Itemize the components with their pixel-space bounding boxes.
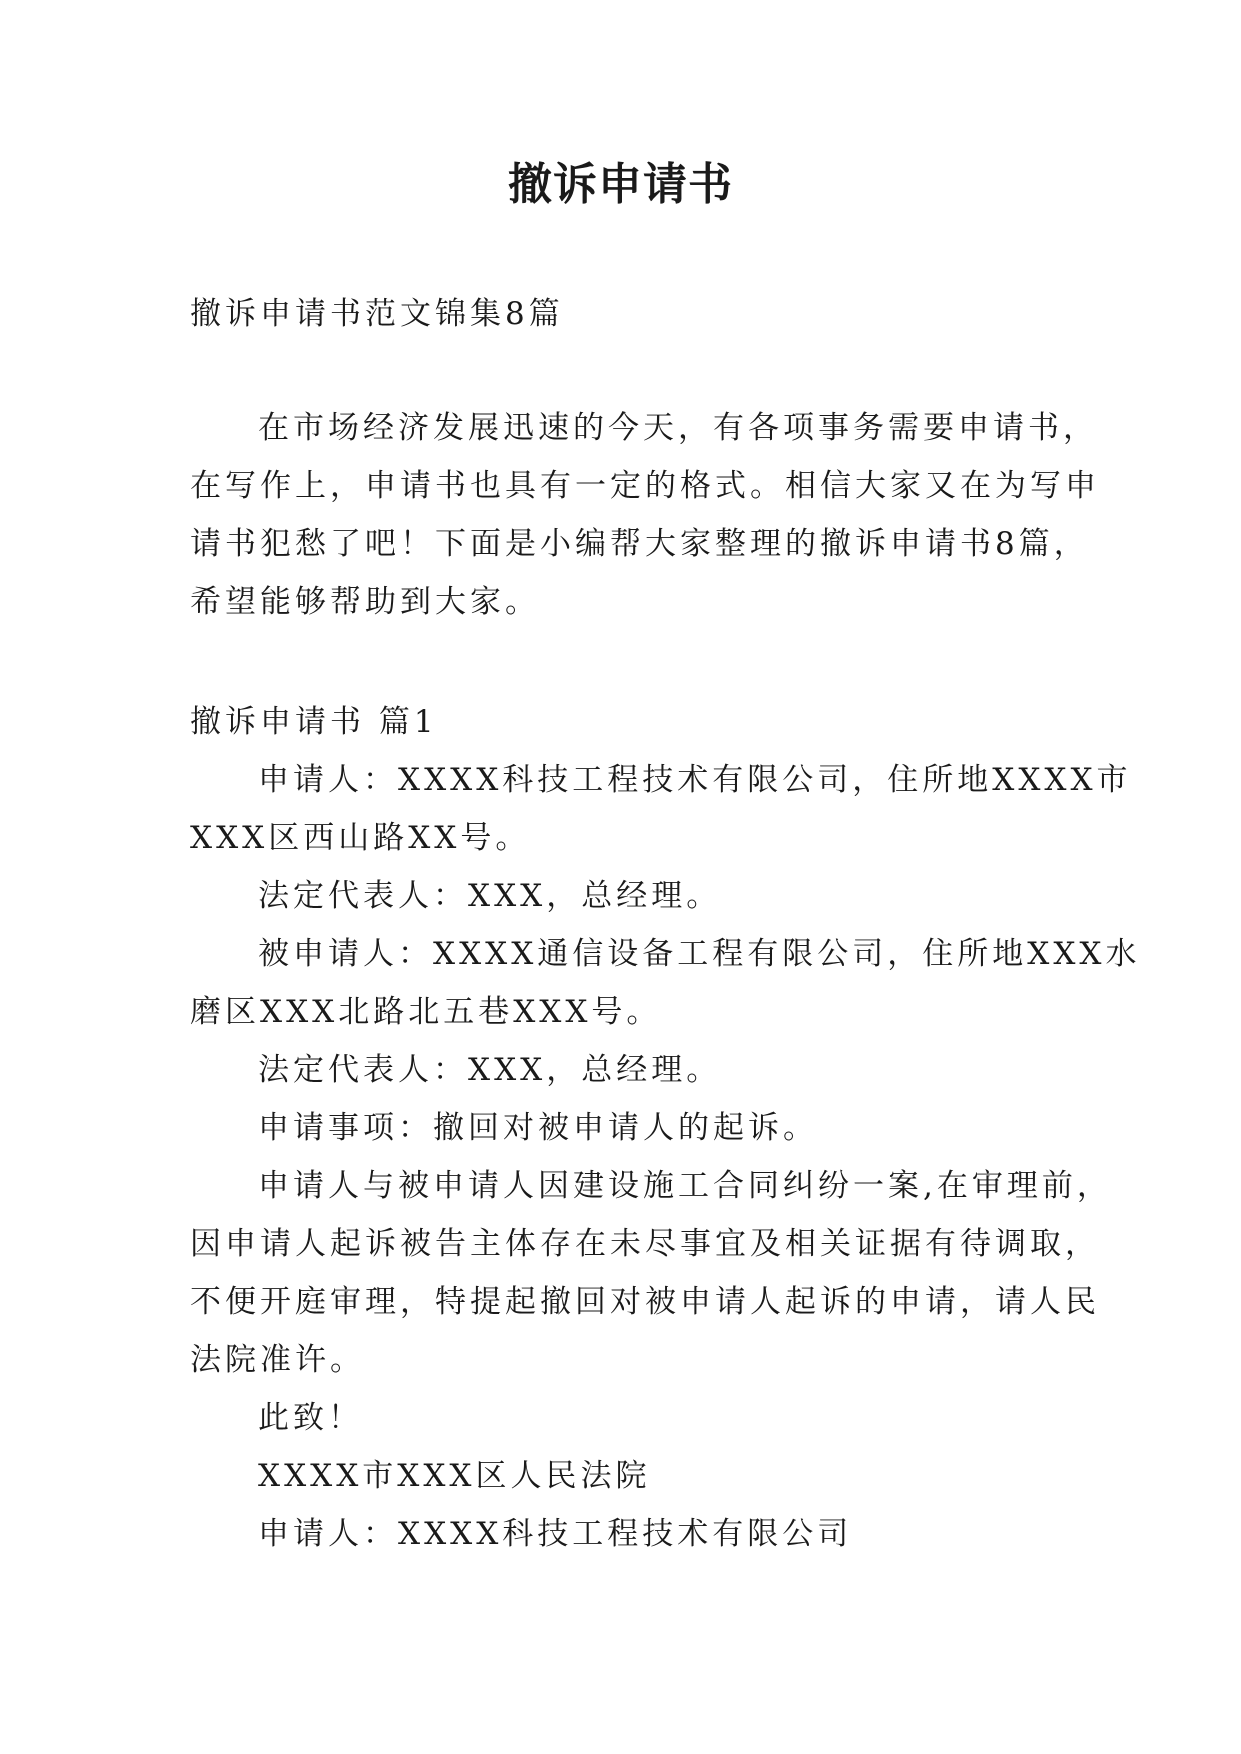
intro-line-3: 请书犯愁了吧！下面是小编帮大家整理的撤诉申请书8篇， bbox=[190, 526, 1089, 562]
document-title: 撤诉申请书 bbox=[508, 159, 733, 210]
section-heading: 撤诉申请书 篇1 bbox=[190, 704, 438, 740]
body-line-10: 不便开庭审理，特提起撤回对被申请人起诉的申请，请人民 bbox=[190, 1284, 1100, 1320]
body-line-8: 申请人与被申请人因建设施工合同纠纷一案,在审理前， bbox=[258, 1168, 1112, 1204]
body-line-14: 申请人：XXXX科技工程技术有限公司 bbox=[258, 1516, 853, 1552]
body-line-11: 法院准许。 bbox=[190, 1342, 365, 1378]
document-subtitle: 撤诉申请书范文锦集8篇 bbox=[190, 296, 564, 332]
body-line-13: XXXX市XXX区人民法院 bbox=[258, 1458, 651, 1494]
body-line-9: 因申请人起诉被告主体存在未尽事宜及相关证据有待调取， bbox=[190, 1226, 1100, 1262]
body-line-2: XXX区西山路XX号。 bbox=[190, 820, 531, 856]
body-line-1: 申请人：XXXX科技工程技术有限公司，住所地XXXX市 bbox=[258, 762, 1132, 798]
body-line-4: 被申请人：XXXX通信设备工程有限公司，住所地XXX水 bbox=[258, 936, 1141, 972]
body-line-12: 此致！ bbox=[258, 1400, 363, 1436]
intro-line-4: 希望能够帮助到大家。 bbox=[190, 584, 540, 620]
body-line-3: 法定代表人：XXX，总经理。 bbox=[258, 878, 722, 914]
body-line-7: 申请事项：撤回对被申请人的起诉。 bbox=[258, 1110, 818, 1146]
body-line-6: 法定代表人：XXX，总经理。 bbox=[258, 1052, 722, 1088]
body-line-5: 磨区XXX北路北五巷XXX号。 bbox=[190, 994, 662, 1030]
intro-line-2: 在写作上，申请书也具有一定的格式。相信大家又在为写申 bbox=[190, 468, 1100, 504]
intro-line-1: 在市场经济发展迅速的今天，有各项事务需要申请书， bbox=[258, 410, 1098, 446]
